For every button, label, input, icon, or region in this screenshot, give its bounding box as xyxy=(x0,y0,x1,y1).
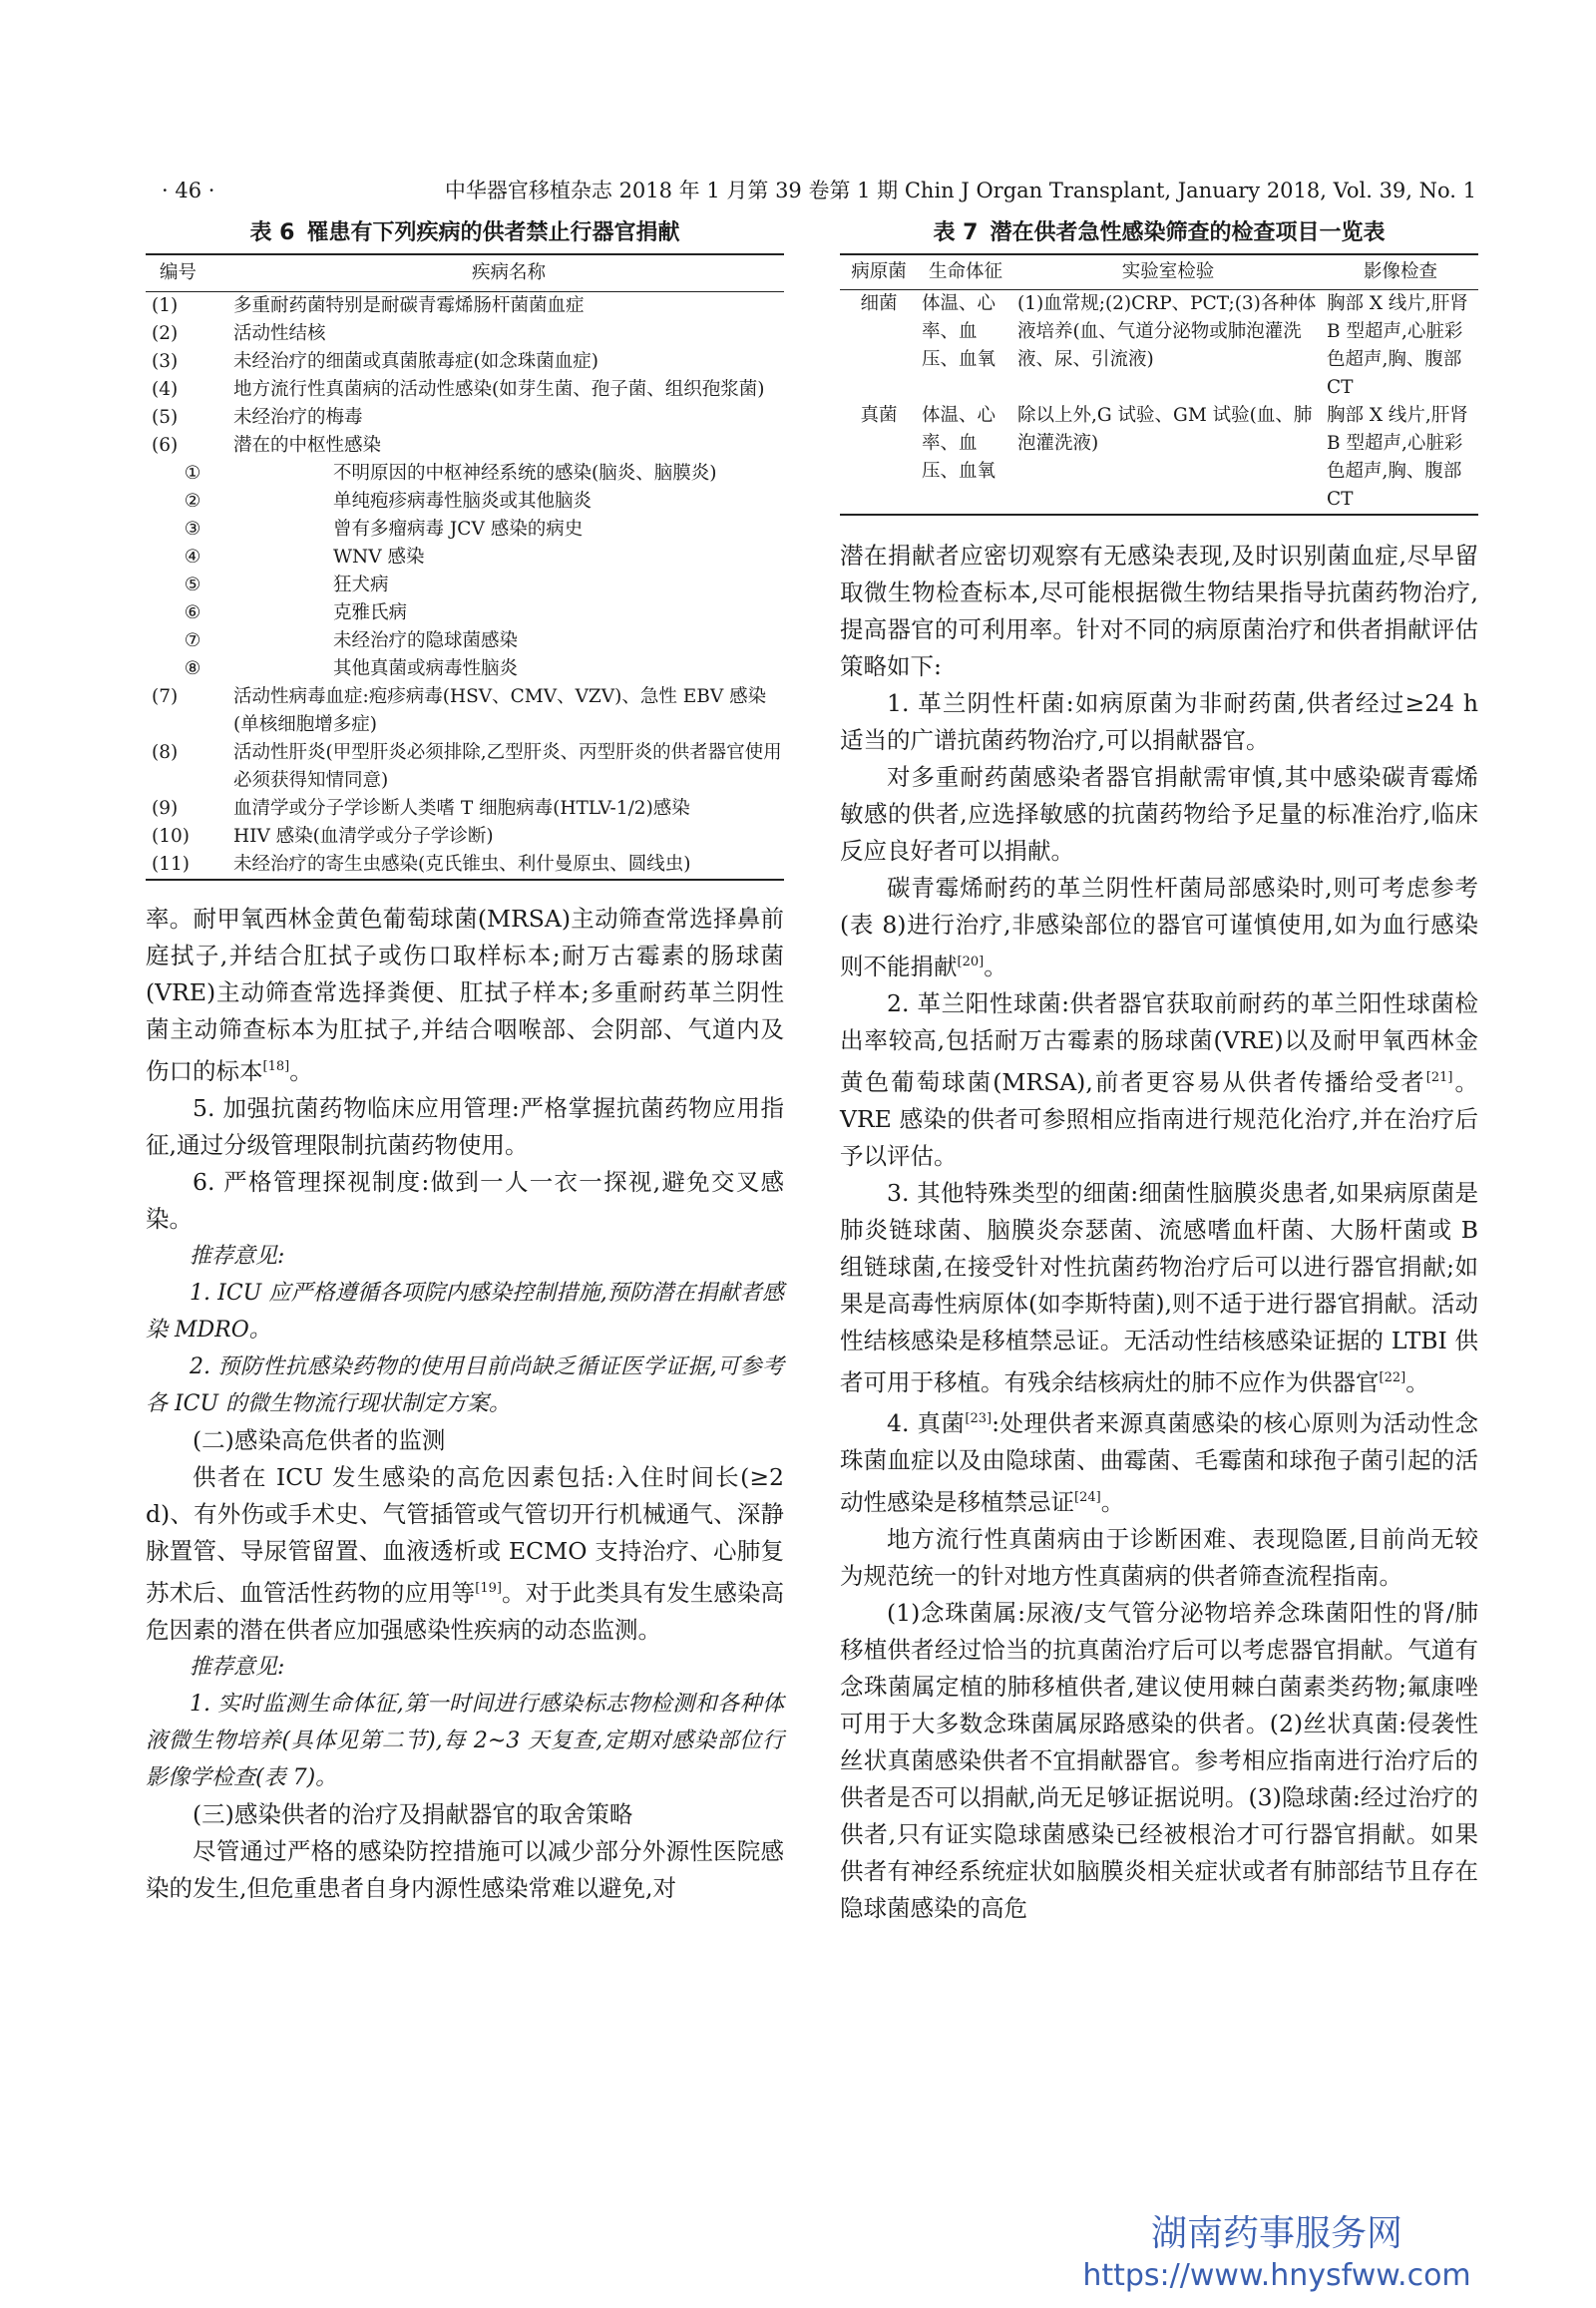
table6-cell-name: 血清学或分子学诊断人类嗜 T 细胞病毒(HTLV-1/2)感染 xyxy=(233,798,690,819)
citation-ref: [20] xyxy=(957,955,985,969)
table6-cell-name: 多重耐药菌特别是耐碳青霉烯肠杆菌菌血症 xyxy=(233,295,585,316)
table7-col-vitals: 生命体征 xyxy=(918,254,1013,290)
table6 xyxy=(146,253,784,881)
table7-cell-vitals: 体温、心率、血压、血氧 xyxy=(922,405,997,482)
journal-citation: 中华器官移植杂志 2018 年 1 月第 39 卷第 1 期 Chin J Organ Transplant, January 2018, Vol. 39, No. 1 xyxy=(444,179,1476,202)
table6-row xyxy=(146,320,784,348)
table6-col-num: 编号 xyxy=(146,254,233,292)
recommendation-3: 1. 实时监测生命体征,第一时间进行感染标志物检测和各种体液微生物培养(具体见第二节),每 2~3 天复查,定期对感染部位行影像学检查(表 7)。 xyxy=(146,1691,784,1790)
table6-cell-name: 活动性病毒血症:疱疹病毒(HSV、CMV、VZV)、急性 EBV 感染(单核细胞增多症) xyxy=(233,686,767,735)
table6-cell-name: 活动性结核 xyxy=(233,323,326,344)
table6-cell-num: ⑥ xyxy=(184,602,201,623)
right-paragraph-3: 对多重耐药菌感染者器官捐献需审慎,其中感染碳青霉烯敏感的供者,应选择敏感的抗菌药物给予足量的标准治疗,临床反应良好者可以捐献。 xyxy=(840,763,1478,865)
table6-cell-num: (10) xyxy=(152,826,190,847)
table6-cell-name: WNV 感染 xyxy=(333,547,425,568)
section-heading-3: (三)感染供者的治疗及捐献器官的取舍策略 xyxy=(193,1799,633,1828)
right-paragraph-4: 碳青霉烯耐药的革兰阴性杆菌局部感染时,则可考虑参考(表 8)进行治疗,非感染部位的器官可谨慎使用,如为血行感染则不能捐献[20]。 xyxy=(840,874,1478,980)
right-paragraph-6: 3. 其他特殊类型的细菌:细菌性脑膜炎患者,如果病原菌是肺炎链球菌、脑膜炎奈瑟菌、流感嗜血杆菌、大肠杆菌或 B 组链球菌,在接受针对性抗菌药物治疗后可以进行器官捐献;如果是高毒性病原体(如李斯特菌),则不适于进行器官捐献。活动性结核感染是移植禁忌证。无活动性结核感染证据的 LTBI 供者可用于移植。有残余结核病灶的肺不应作为供器官[22]。 xyxy=(840,1178,1478,1396)
watermark-site-name: 湖南药事服务网 xyxy=(1150,2213,1402,2254)
table6-body xyxy=(146,292,784,881)
table6-cell-num: ⑦ xyxy=(184,630,201,651)
table6-row xyxy=(146,683,784,739)
right-paragraph-8: 地方流行性真菌病由于诊断困难、表现隐匿,目前尚无较为规范统一的针对地方性真菌病的供者筛查流程指南。 xyxy=(840,1525,1478,1591)
table6-cell-name: 未经治疗的细菌或真菌脓毒症(如念珠菌血症) xyxy=(233,351,598,372)
table6-cell-num: (4) xyxy=(152,379,179,400)
table6-cell-num: (5) xyxy=(152,407,179,428)
table6-cell-num: (2) xyxy=(152,323,179,344)
table6-cell-num: ② xyxy=(184,491,201,512)
table6-cell-name: 不明原因的中枢神经系统的感染(脑炎、脑膜炎) xyxy=(333,463,717,484)
table6-row xyxy=(146,627,784,655)
table6-cell-num: ④ xyxy=(184,547,201,568)
table6-row xyxy=(146,795,784,823)
right-paragraph-9: (1)念珠菌属:尿液/支气管分泌物培养念珠菌阳性的肾/肺移植供者经过恰当的抗真菌治疗后可以考虑器官捐献。气道有念珠菌属定植的肺移植供者,建议使用棘白菌素类药物;氟康唑可用于大多数念珠菌属尿路感染的供者。(2)丝状真菌:侵袭性丝状真菌感染供者不宜捐献器官。参考相应指南进行治疗后的供者是否可以捐献,尚无足够证据说明。(3)隐球菌:经过治疗的供者,只有证实隐球菌感染已经被根治才可行器官捐献。如果供者有神经系统症状如脑膜炎相关症状或者有肺部结节且存在隐球菌感染的高危 xyxy=(840,1599,1478,1923)
table7-col-pathogen: 病原菌 xyxy=(840,254,918,290)
table6-cell-num: (6) xyxy=(152,435,179,456)
table7-caption xyxy=(840,213,1478,253)
table6-cell-name: 曾有多瘤病毒 JCV 感染的病史 xyxy=(333,519,584,540)
table7-col-imaging: 影像检查 xyxy=(1323,254,1478,290)
table6-row xyxy=(146,599,784,627)
table6-label: 表 6 xyxy=(249,220,295,245)
table7-cell-lab: (1)血常规;(2)CRP、PCT;(3)各种体液培养(血、气道分泌物或肺泡灌洗液、尿、引流液) xyxy=(1017,293,1317,370)
table6-cell-name: 克雅氏病 xyxy=(333,602,408,623)
table7-cell-imaging: 胸部 X 线片,肝肾 B 型超声,心脏彩色超声,胸、腹部 CT xyxy=(1327,405,1468,510)
table6-cell-name: 其他真菌或病毒性脑炎 xyxy=(333,658,519,679)
table6-cell-num: ⑤ xyxy=(184,575,201,595)
recommendation-title: 推荐意见: xyxy=(190,1243,285,1269)
table6-row xyxy=(146,432,784,460)
table6-cell-num: (11) xyxy=(152,854,190,875)
left-paragraph-4: 供者在 ICU 发生感染的高危因素包括:入住时间长(≥2 d)、有外伤或手术史、气管插管或气管切开行机械通气、深静脉置管、导尿管留置、血液透析或 ECMO 支持治疗、心肺复苏术后、血管活性药物的应用等[19]。对于此类具有发生感染高危因素的潜在供者应加强感染性疾病的动态监测。 xyxy=(146,1462,785,1644)
table6-row xyxy=(146,851,784,880)
citation-ref: [24] xyxy=(1074,1490,1101,1506)
right-paragraph-5: 2. 革兰阳性球菌:供者器官获取前耐药的革兰阳性球菌检出率较高,包括耐万古霉素的肠球菌(VRE)以及耐甲氧西林金黄色葡萄球菌(MRSA),前者更容易从供者传播给受者[21]。VRE 感染的供者可参照相应指南进行规范化治疗,并在治疗后予以评估。 xyxy=(840,988,1479,1170)
table7-title: 潜在供者急性感染筛查的检查项目一览表 xyxy=(990,220,1386,245)
table6-row xyxy=(146,572,784,599)
table6-row xyxy=(146,348,784,376)
table7-header-row xyxy=(840,254,1478,290)
table6-title: 罹患有下列疾病的供者禁止行器官捐献 xyxy=(306,220,680,245)
citation-ref: [23] xyxy=(965,1411,993,1427)
left-paragraph-2: 5. 加强抗菌药物临床应用管理:严格掌握抗菌药物应用指征,通过分级管理限制抗菌药物使用。 xyxy=(146,1093,784,1159)
table6-cell-num: (9) xyxy=(152,798,179,819)
recommendation-2: 2. 预防性抗感染药物的使用目前尚缺乏循证医学证据,可参考各 ICU 的微生物流行现状制定方案。 xyxy=(146,1353,784,1416)
section-heading-2: (二)感染高危供者的监测 xyxy=(193,1425,446,1454)
table6-row xyxy=(146,460,784,488)
citation-ref: [22] xyxy=(1379,1369,1406,1385)
left-column xyxy=(146,213,784,1907)
table7-col-lab: 实验室检验 xyxy=(1013,254,1323,290)
citation-ref: [19] xyxy=(475,1580,502,1596)
table7-row xyxy=(840,290,1478,403)
table6-row xyxy=(146,292,784,321)
table6-cell-name: 活动性肝炎(甲型肝炎必须排除,乙型肝炎、丙型肝炎的供者器官使用必须获得知情同意) xyxy=(233,742,782,791)
table6-cell-name: 未经治疗的梅毒 xyxy=(233,407,363,428)
table7-cell-imaging: 胸部 X 线片,肝肾 B 型超声,心脏彩色超声,胸、腹部 CT xyxy=(1327,293,1468,398)
left-paragraph-1: 率。耐甲氧西林金黄色葡萄球菌(MRSA)主动筛查常选择鼻前庭拭子,并结合肛拭子或伤口取样标本;耐万古霉素的肠球菌(VRE)主动筛查常选择粪便、肛拭子样本;多重耐药革兰阴性菌主动筛查标本为肛拭子,并结合咽喉部、会阴部、气道内及伤口的标本[18]。 xyxy=(146,905,784,1085)
citation-ref: [18] xyxy=(262,1059,290,1074)
table7-label: 表 7 xyxy=(933,220,979,245)
table7-body xyxy=(840,290,1478,516)
table7-cell-pathogen: 真菌 xyxy=(860,405,898,426)
right-paragraph-2: 1. 革兰阴性杆菌:如病原菌为非耐药菌,供者经过≥24 h 适当的广谱抗菌药物治疗,可以捐献器官。 xyxy=(840,689,1478,754)
table6-row xyxy=(146,376,784,404)
table6-row xyxy=(146,739,784,795)
right-paragraph-7: 4. 真菌[23]:处理供者来源真菌感染的核心原则为活动性念珠菌血症以及由隐球菌、曲霉菌、毛霉菌和球孢子菌引起的活动性感染是移植禁忌证[24]。 xyxy=(840,1409,1478,1517)
table6-row xyxy=(146,488,784,516)
table7-row xyxy=(840,402,1478,515)
table6-cell-num: ① xyxy=(184,463,201,484)
table6-cell-name: 单纯疱疹病毒性脑炎或其他脑炎 xyxy=(333,491,593,512)
table6-cell-num: (7) xyxy=(152,686,179,707)
table6-row xyxy=(146,404,784,432)
table7-cell-vitals: 体温、心率、血压、血氧 xyxy=(922,293,997,370)
table6-cell-name: 潜在的中枢性感染 xyxy=(233,435,382,456)
right-paragraph-1: 潜在捐献者应密切观察有无感染表现,及时识别菌血症,尽早留取微生物检查标本,尽可能根据微生物结果指导抗菌药物治疗,提高器官的可利用率。针对不同的病原菌治疗和供者捐献评估策略如下: xyxy=(840,542,1478,680)
table6-cell-name: 未经治疗的寄生虫感染(克氏锥虫、利什曼原虫、圆线虫) xyxy=(233,854,691,875)
right-column xyxy=(840,213,1478,1927)
table6-row xyxy=(146,544,784,572)
table6-cell-num: (3) xyxy=(152,351,179,372)
table6-col-name: 疾病名称 xyxy=(233,254,784,292)
table7-cell-lab: 除以上外,G 试验、GM 试验(血、肺泡灌洗液) xyxy=(1017,405,1313,454)
table6-cell-name: 未经治疗的隐球菌感染 xyxy=(333,630,519,651)
left-paragraph-3: 6. 严格管理探视制度:做到一人一衣一探视,避免交叉感染。 xyxy=(146,1167,784,1233)
table6-cell-num: (8) xyxy=(152,742,179,763)
table7-cell-pathogen: 细菌 xyxy=(860,293,898,314)
table6-cell-name: HIV 感染(血清学或分子学诊断) xyxy=(233,826,494,847)
watermark-url: https://www.hnysfww.com xyxy=(1082,2258,1471,2293)
left-paragraph-5: 尽管通过严格的感染防控措施可以减少部分外源性医院感染的发生,但危重患者自身内源性感染常难以避免,对 xyxy=(146,1836,784,1902)
page-header xyxy=(162,176,1476,205)
table6-row xyxy=(146,655,784,683)
table6-cell-name: 狂犬病 xyxy=(333,575,389,595)
table6-cell-num: (1) xyxy=(152,295,179,316)
table6-caption xyxy=(146,213,784,253)
table6-row xyxy=(146,823,784,851)
recommendation-title: 推荐意见: xyxy=(190,1654,285,1680)
page-number: · 46 · xyxy=(162,179,215,202)
table6-row xyxy=(146,516,784,544)
site-watermark xyxy=(1047,2212,1506,2296)
table6-cell-num: ⑧ xyxy=(184,658,201,679)
citation-ref: [21] xyxy=(1425,1069,1453,1085)
recommendation-1: 1. ICU 应严格遵循各项院内感染控制措施,预防潜在捐献者感染 MDRO。 xyxy=(146,1280,784,1343)
table7 xyxy=(840,253,1478,516)
table6-header-row xyxy=(146,254,784,292)
table6-cell-name: 地方流行性真菌病的活动性感染(如芽生菌、孢子菌、组织孢浆菌) xyxy=(233,379,765,400)
table6-cell-num: ③ xyxy=(184,519,201,540)
